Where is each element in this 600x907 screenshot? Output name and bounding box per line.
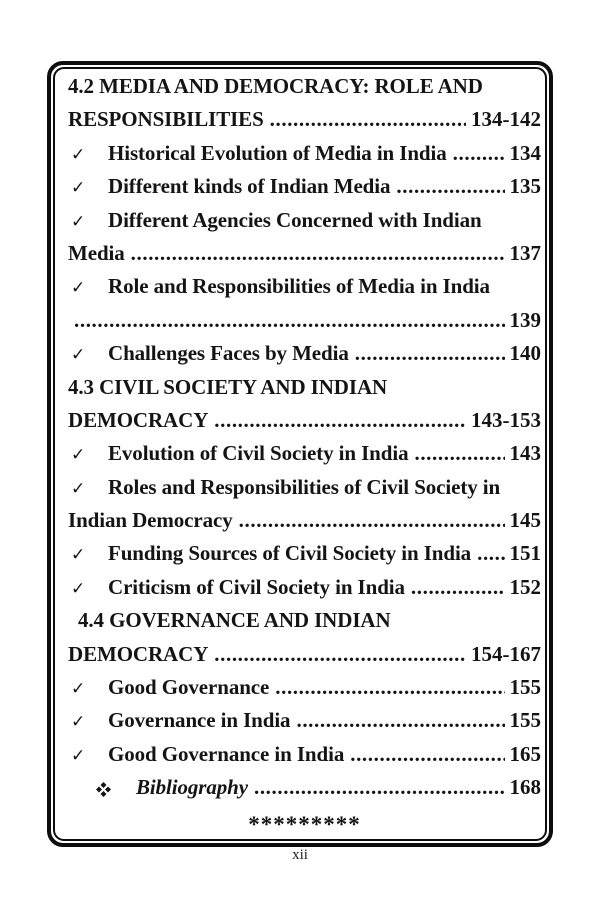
toc-entry-continuation (68, 304, 541, 337)
section-title: RESPONSIBILITIES (68, 107, 264, 132)
check-icon: ✓ (71, 578, 86, 599)
toc-entry (68, 204, 541, 237)
table-of-contents (55, 69, 545, 838)
toc-entry (68, 437, 541, 470)
check-icon: ✓ (71, 345, 86, 366)
check-icon: ✓ (71, 278, 86, 299)
entry-title: Evolution of Civil Society in India (108, 441, 409, 466)
toc-entry (68, 137, 541, 170)
toc-section-heading-cont (68, 638, 541, 671)
section-title: 4.2 MEDIA AND DEMOCRACY: ROLE AND (68, 74, 483, 98)
page-frame (47, 61, 553, 847)
dot-leader (239, 504, 505, 537)
toc-entry-continuation (68, 504, 541, 537)
page-frame-inner-border (53, 67, 547, 841)
check-icon: ✓ (71, 745, 86, 766)
dot-leader (296, 704, 504, 737)
entry-title: Different kinds of Indian Media (108, 174, 391, 199)
dot-leader (254, 771, 505, 804)
entry-title: Historical Evolution of Media in India (108, 140, 447, 165)
page-ref: 145 (509, 508, 541, 533)
page-ref: 151 (509, 541, 541, 566)
page-range: 134-142 (471, 107, 541, 132)
toc-entry (68, 337, 541, 370)
toc-entry (68, 471, 541, 504)
check-icon: ✓ (71, 144, 86, 165)
dot-leader (214, 638, 466, 671)
diamond-icon (96, 780, 136, 795)
entry-title: Bibliography (136, 775, 248, 800)
entry-title: Funding Sources of Civil Society in India (108, 541, 472, 566)
page-ref: 168 (509, 775, 541, 800)
dot-leader (355, 337, 505, 370)
entry-title: Role and Responsibilities of Media in India (108, 274, 490, 299)
page-ref: 135 (509, 174, 541, 199)
toc-entry (68, 704, 541, 737)
dot-leader (411, 571, 505, 604)
page-ref: 139 (509, 307, 541, 332)
toc-entry-continuation (68, 237, 541, 270)
section-title: 4.3 CIVIL SOCIETY AND INDIAN (68, 374, 388, 399)
toc-entry (68, 270, 541, 303)
page-range: 143-153 (471, 407, 541, 432)
page-number: xii (292, 847, 308, 863)
toc-section-heading (68, 70, 541, 103)
check-icon: ✓ (71, 545, 86, 566)
entry-title: Indian Democracy (68, 508, 233, 533)
toc-section-heading-cont (68, 103, 541, 136)
entry-title: Governance in India (108, 708, 291, 733)
dot-leader (396, 170, 504, 203)
toc-section-heading (68, 604, 541, 637)
asterisk-row: ********* (248, 811, 361, 837)
dot-leader (453, 137, 505, 170)
entry-title: Roles and Responsibilities of Civil Society in (108, 474, 501, 499)
dot-leader (270, 103, 466, 136)
entry-title: Media (68, 240, 125, 265)
page-range: 154-167 (471, 641, 541, 666)
end-separator (68, 805, 541, 838)
dot-leader (214, 404, 466, 437)
toc-entry (68, 738, 541, 771)
entry-title: Different Agencies Concerned with Indian (108, 207, 482, 232)
page-ref: 140 (509, 341, 541, 366)
toc-entry (68, 537, 541, 570)
check-icon: ✓ (71, 478, 86, 499)
check-icon: ✓ (71, 178, 86, 199)
dot-leader (275, 671, 504, 704)
page-ref: 155 (509, 708, 541, 733)
dot-leader (350, 738, 504, 771)
page-ref: 165 (509, 741, 541, 766)
section-title: DEMOCRACY (68, 407, 209, 432)
dot-leader (414, 437, 504, 470)
check-icon: ✓ (71, 712, 86, 733)
toc-entry (68, 170, 541, 203)
section-title: 4.4 GOVERNANCE AND INDIAN (78, 608, 391, 633)
check-icon: ✓ (71, 445, 86, 466)
check-icon: ✓ (71, 211, 86, 232)
page-ref: 155 (509, 675, 541, 700)
page-ref: 152 (509, 574, 541, 599)
toc-section-heading (68, 371, 541, 404)
entry-title: Criticism of Civil Society in India (108, 574, 405, 599)
toc-entry (68, 671, 541, 704)
entry-title: Good Governance (108, 675, 270, 700)
page-ref: 137 (509, 240, 541, 265)
section-title: DEMOCRACY (68, 641, 209, 666)
dot-leader (74, 304, 505, 337)
toc-section-heading-cont (68, 404, 541, 437)
dot-leader (131, 237, 505, 270)
entry-title: Good Governance in India (108, 741, 345, 766)
dot-leader (477, 537, 504, 570)
entry-title: Challenges Faces by Media (108, 341, 349, 366)
check-icon: ✓ (71, 679, 86, 700)
page-ref: 134 (509, 140, 541, 165)
toc-entry-bibliography (68, 771, 541, 804)
toc-entry (68, 571, 541, 604)
page-ref: 143 (509, 441, 541, 466)
